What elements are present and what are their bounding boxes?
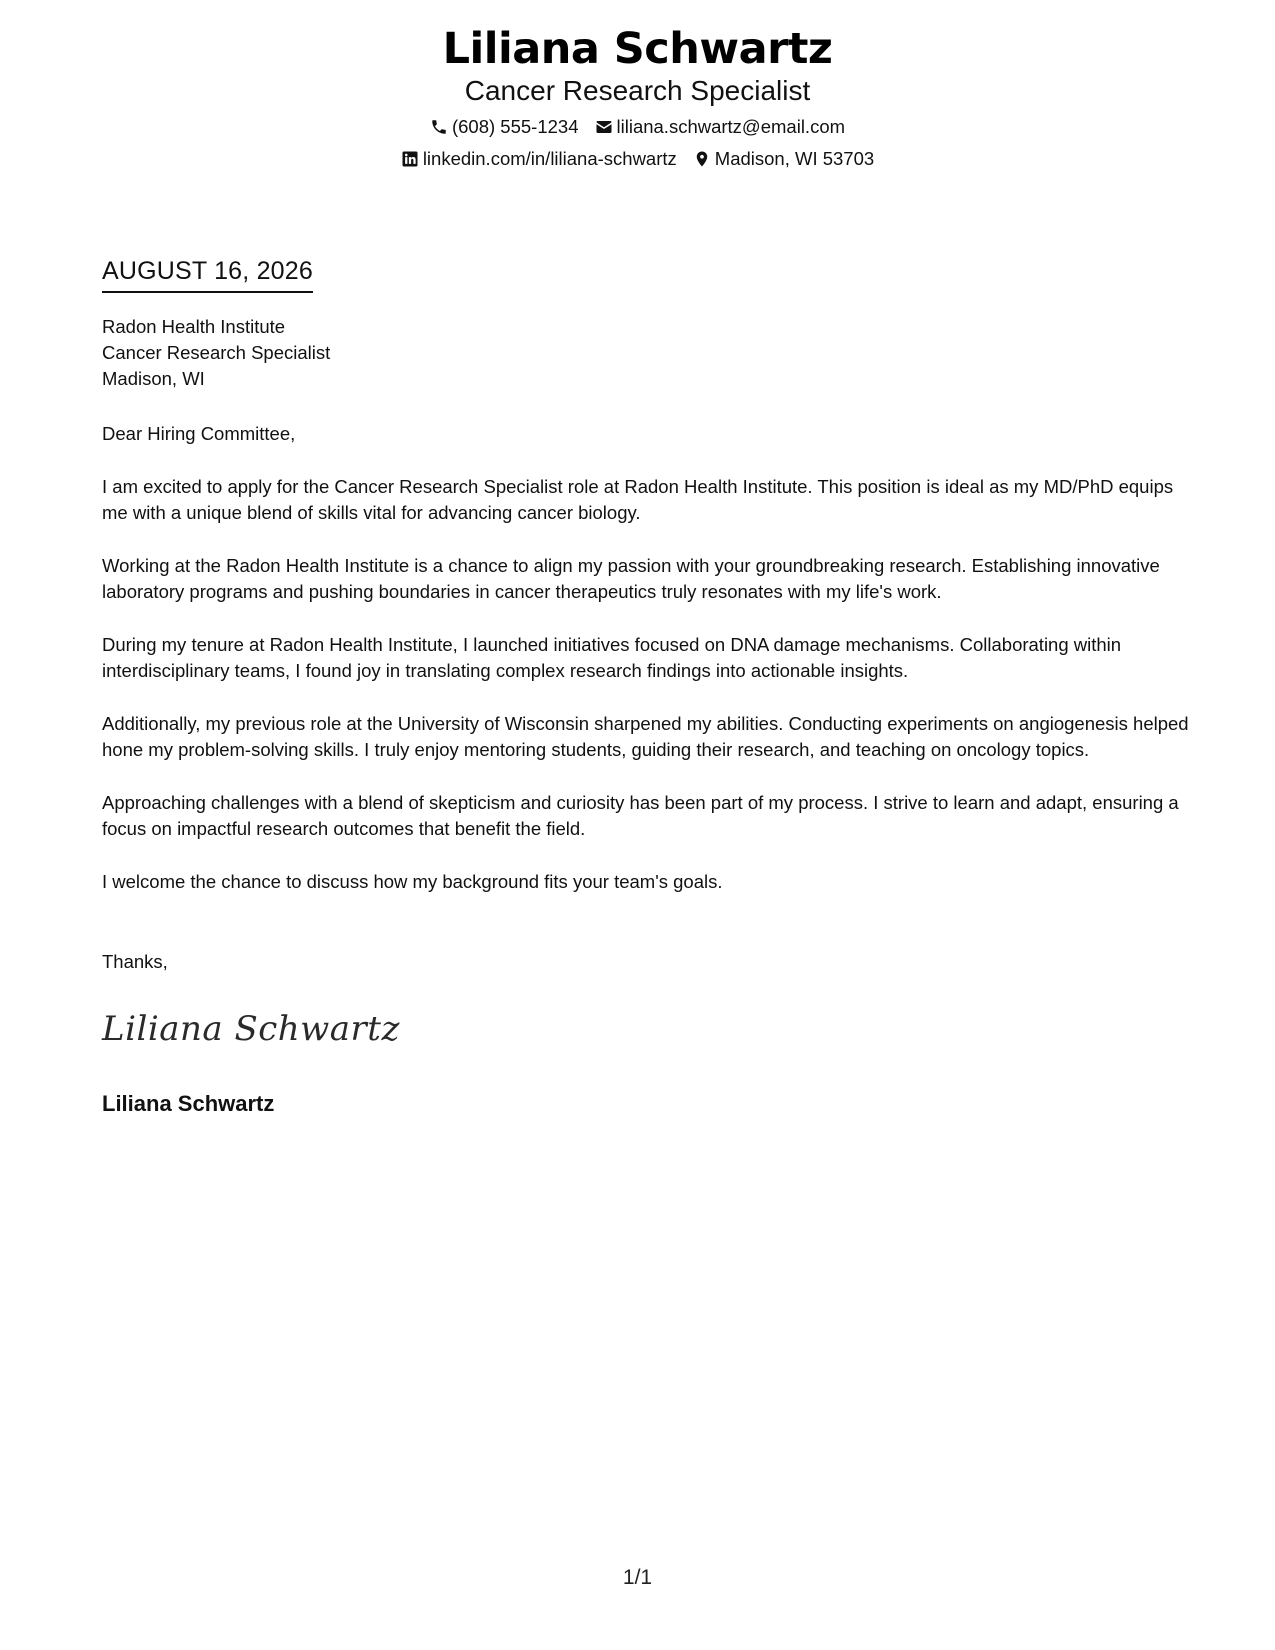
body-paragraph: I welcome the chance to discuss how my background fits your team's goals. <box>102 870 723 892</box>
body-paragraph: Working at the Radon Health Institute is a chance to align my passion with your groundbreaking research. Establishing innovative laboratory programs and pushing boundaries in cancer therapeutics truly resonates with my life's work. <box>102 554 1160 602</box>
contact-row-primary <box>0 115 1275 139</box>
body-paragraph: Approaching challenges with a blend of skepticism and curiosity has been part of my process. I strive to learn and adapt, ensuring a focus on impactful research outcomes that benefit the field. <box>102 791 1179 839</box>
contact-linkedin <box>401 147 677 171</box>
applicant-title: Cancer Research Specialist <box>464 75 811 106</box>
body-paragraph: I am excited to apply for the Cancer Research Specialist role at Radon Health Institute. This position is ideal as my MD/PhD equips me with a unique blend of skills vital for advancing cancer biology. <box>102 475 1174 523</box>
handwritten-signature <box>100 1000 400 1056</box>
salutation: Dear Hiring Committee, <box>102 423 296 444</box>
applicant-name: Liliana Schwartz <box>442 24 833 74</box>
body-paragraph: During my tenure at Radon Health Institute, I launched initiatives focused on DNA damage mechanisms. Collaborating within interdisciplinary teams, I found joy in translating complex research findings into actionable insights. <box>102 633 1122 681</box>
linkedin-url[interactable]: linkedin.com/in/liliana-schwartz <box>422 148 677 169</box>
recipient-location: Madison, WI <box>102 368 205 389</box>
signature-script: Liliana Schwartz <box>102 1009 400 1049</box>
recipient-organization: Radon Health Institute <box>102 316 286 337</box>
body-paragraph: Additionally, my previous role at the University of Wisconsin sharpened my abilities. Conducting experiments on angiogenesis helped hone my problem-solving skills. I truly enjoy mentoring students, guiding their research, and teaching on oncology topics. <box>102 712 1189 760</box>
page-number: 1/1 <box>622 1566 653 1589</box>
location-text: Madison, WI 53703 <box>714 148 875 169</box>
closing-line: Thanks, <box>102 951 168 972</box>
recipient-block <box>102 314 330 392</box>
map-marker-icon <box>693 150 711 168</box>
phone-icon <box>430 118 448 136</box>
linkedin-icon <box>401 150 419 168</box>
envelope-icon <box>595 118 613 136</box>
recipient-position: Cancer Research Specialist <box>102 342 331 363</box>
contact-phone <box>430 115 579 139</box>
contact-row-secondary <box>0 147 1275 171</box>
email-address[interactable]: liliana.schwartz@email.com <box>616 116 846 137</box>
letter-date: AUGUST 16, 2026 <box>102 256 313 293</box>
contact-email <box>595 115 846 139</box>
contact-location <box>693 147 874 171</box>
letter-header <box>0 22 1275 171</box>
letter-body <box>102 421 1192 921</box>
phone-number[interactable]: (608) 555-1234 <box>451 116 579 137</box>
signer-name: Liliana Schwartz <box>102 1091 275 1116</box>
